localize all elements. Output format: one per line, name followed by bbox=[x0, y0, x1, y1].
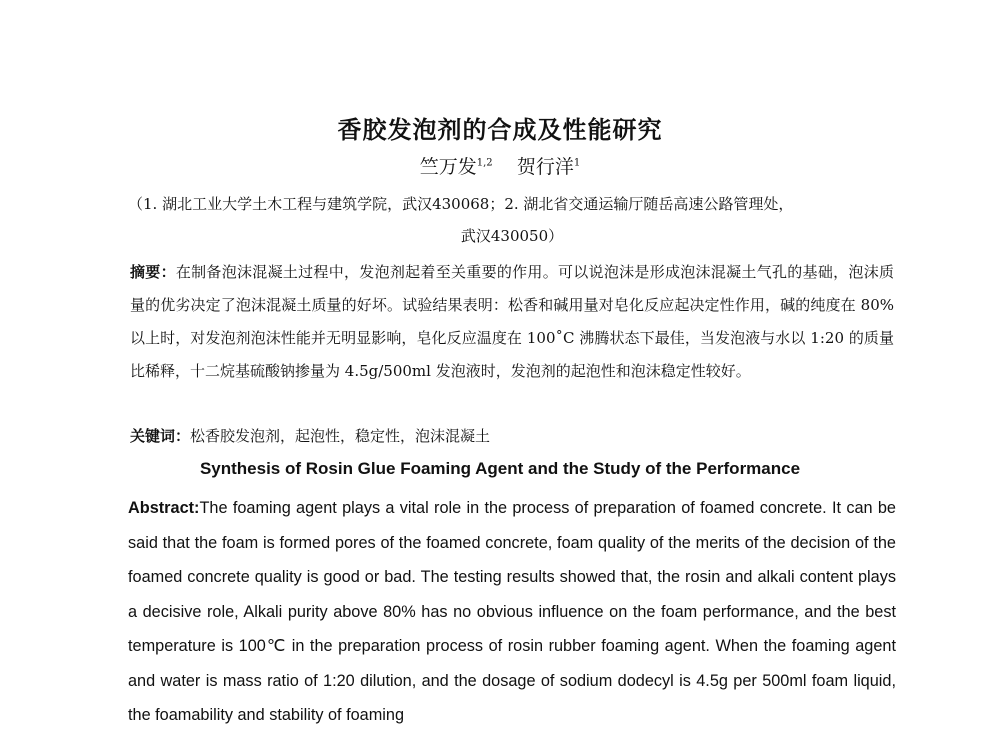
keywords-label: 关键词： bbox=[130, 427, 191, 445]
abstract-cn-label: 摘要： bbox=[130, 263, 176, 281]
affiliations bbox=[128, 188, 896, 252]
abstract-en-text: The foaming agent plays a vital role in the process of preparation of foamed concrete. It can be said that the foam is formed pores of the foamed concrete, foam quality of the merits of the decision of the foamed concrete quality is good or bad. The testing results showed that, the rosin and alkali content plays a decisive role, Alkali purity above 80% has no obvious influence on the foam performance, and the best temperature is 100℃ in the preparation process of rosin rubber foaming agent. When the foaming agent and water is mass ratio of 1:20 dilution, and the dosage of sodium dodecyl is 4.5g per 500ml foam liquid, the foamability and stability of foaming bbox=[128, 499, 896, 724]
author-affil-mark: 1,2 bbox=[476, 157, 493, 169]
paper-title: 香胶发泡剂的合成及性能研究 bbox=[337, 116, 663, 144]
author-affil-mark: 1 bbox=[573, 157, 581, 169]
keywords-text: 松香胶发泡剂，起泡性，稳定性，泡沫混凝土 bbox=[190, 427, 491, 445]
keywords bbox=[130, 422, 894, 450]
abstract-cn bbox=[130, 256, 894, 388]
abstract-en-label: Abstract: bbox=[128, 499, 200, 517]
author-list bbox=[0, 152, 1000, 179]
affiliation-line: （1. 湖北工业大学土木工程与建筑学院，武汉430068；2. 湖北省交通运输厅随岳高速公路管理处， bbox=[128, 195, 794, 213]
abstract-cn-text: 在制备泡沫混凝土过程中，发泡剂起着至关重要的作用。可以说泡沫是形成泡沫混凝土气孔的基础，泡沫质量的优劣决定了泡沫混凝土质量的好坏。试验结果表明：松香和碱用量对皂化反应起决定性作用，碱的纯度在 80%以上时，对发泡剂泡沫性能并无明显影响，皂化反应温度在 100˚C 沸腾状态下最佳，当发泡液与水以 1:20 的质量比稀释，十二烷基硫酸钠掺量为 4.5g/500ml 发泡液时，发泡剂的起泡性和泡沫稳定性较好。 bbox=[130, 263, 894, 380]
author-name: 竺万发 bbox=[419, 156, 477, 178]
affiliation-line: 武汉430050） bbox=[460, 227, 564, 245]
author-name: 贺行洋 bbox=[516, 156, 574, 178]
paper-title-en: Synthesis of Rosin Glue Foaming Agent and the Study of the Performance bbox=[199, 459, 801, 478]
abstract-en bbox=[128, 491, 896, 733]
